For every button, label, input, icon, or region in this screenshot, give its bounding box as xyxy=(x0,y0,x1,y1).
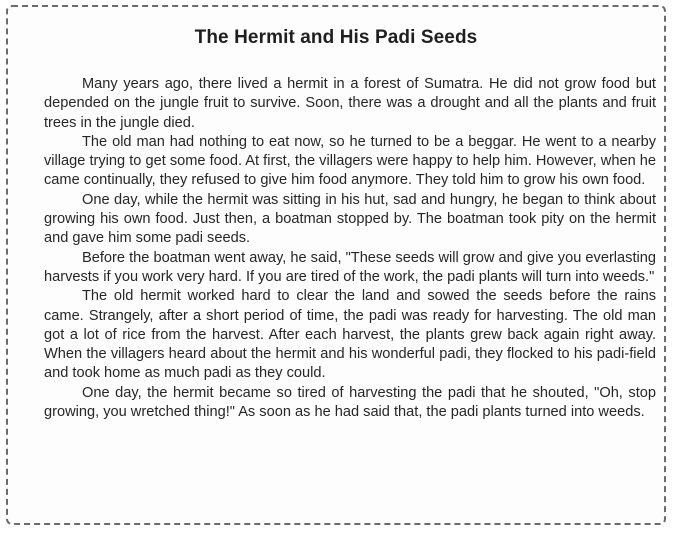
story-paragraph: One day, the hermit became so tired of harvesting the padi that he shouted, "Oh, stop growing, you wretched thing!" As soon as he had said that, the padi plants turned into weeds. xyxy=(44,384,656,421)
story-paragraph: The old hermit worked hard to clear the land and sowed the seeds before the rains came. Strangely, after a short period of time, the padi was ready for harvesting. The old man got a lot of rice from the harvest. After each harvest, the plants grew back again right away. When the villagers heard about the hermit and his wonderful padi, they flocked to his padi-field and took home as much padi as they could. xyxy=(44,288,656,382)
story-paragraph: One day, while the hermit was sitting in his hut, sad and hungry, he began to think about growing his own food. Just then, a boatman stopped by. The boatman took pity on the hermit and gave him some padi seeds. xyxy=(44,191,656,247)
story-title: The Hermit and His Padi Seeds xyxy=(194,27,478,48)
dashed-border-frame xyxy=(6,5,666,525)
story-paragraph: Before the boatman went away, he said, "These seeds will grow and give you everlasting harvests if you work very hard. If you are tired of the work, the padi plants will turn into weeds." xyxy=(44,249,656,285)
story-body xyxy=(44,75,656,422)
story-paragraph: The old man had nothing to eat now, so he turned to be a beggar. He went to a nearby village trying to get some food. At first, the villagers were happy to help him. However, when he came continually, they refused to give him food anymore. They told him to grow his own food. xyxy=(44,133,656,189)
story-paragraph: Many years ago, there lived a hermit in a forest of Sumatra. He did not grow food but depended on the jungle fruit to survive. Soon, there was a drought and all the plants and fruit trees in the jungle died. xyxy=(44,76,656,131)
